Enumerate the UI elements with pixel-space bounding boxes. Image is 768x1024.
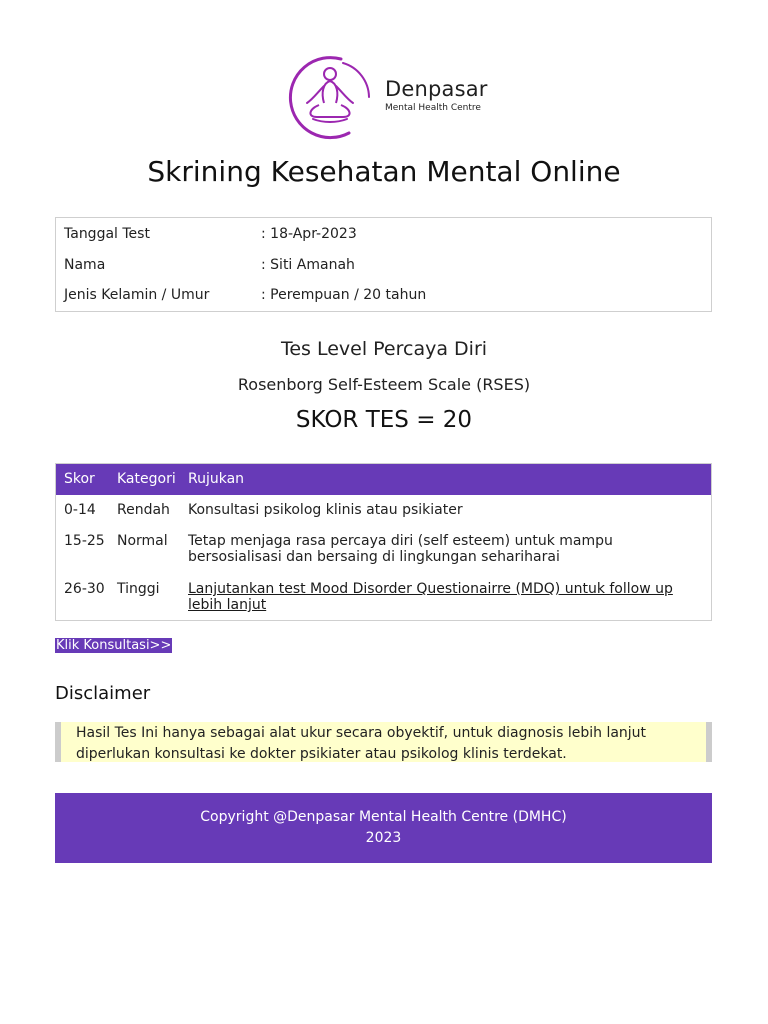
cell-kategori: Rendah — [117, 502, 170, 518]
test-title: Tes Level Percaya Diri — [280, 338, 488, 360]
cell-skor: 26-30 — [64, 581, 105, 597]
brand-logo — [283, 53, 493, 141]
meditation-figure-icon — [283, 53, 379, 141]
test-score: SKOR TES = 20 — [295, 407, 473, 433]
page-title: Skrining Kesehatan Mental Online — [147, 155, 621, 188]
cell-skor: 15-25 — [64, 533, 105, 549]
header-kategori: Kategori — [117, 471, 176, 487]
patient-info-box — [55, 217, 712, 312]
cell-kategori: Normal — [117, 533, 168, 549]
footer-year: 2023 — [365, 830, 402, 846]
logo-subtitle: Mental Health Centre — [385, 103, 481, 113]
consultation-link[interactable]: Klik Konsultasi>> — [56, 638, 172, 653]
logo-name: Denpasar — [385, 77, 488, 101]
mdq-test-link[interactable]: Lanjutankan test Mood Disorder Questionairre (MDQ) untuk follow up lebih lanjut — [188, 581, 673, 613]
cell-skor: 0-14 — [64, 502, 96, 518]
date-value: : 18-Apr-2023 — [261, 226, 357, 242]
header-rujukan: Rujukan — [188, 471, 245, 487]
gender-age-value: : Perempuan / 20 tahun — [261, 287, 427, 303]
date-label: Tanggal Test — [64, 226, 150, 242]
cell-kategori: Tinggi — [117, 581, 160, 597]
cell-rujukan: Tetap menjaga rasa percaya diri (self esteem) untuk mampu bersosialisasi dan bersaing di lingkungan sehariharai — [188, 533, 613, 565]
footer-copyright: Copyright @Denpasar Mental Health Centre (DMHC) — [200, 809, 567, 825]
gender-age-label: Jenis Kelamin / Umur — [64, 287, 210, 303]
result-table — [55, 463, 712, 621]
disclaimer-box — [55, 722, 712, 762]
disclaimer-title: Disclaimer — [55, 683, 151, 704]
table-header — [56, 464, 711, 495]
test-scale: Rosenborg Self-Esteem Scale (RSES) — [237, 375, 531, 394]
name-value: : Siti Amanah — [261, 257, 355, 273]
name-label: Nama — [64, 257, 106, 273]
footer — [55, 793, 712, 863]
header-skor: Skor — [64, 471, 95, 487]
disclaimer-text: Hasil Tes Ini hanya sebagai alat ukur secara obyektif, untuk diagnosis lebih lanjut diperlukan konsultasi ke dokter psikiater atau psikolog klinis terdekat. — [76, 725, 647, 762]
cell-rujukan: Konsultasi psikolog klinis atau psikiater — [188, 502, 463, 518]
